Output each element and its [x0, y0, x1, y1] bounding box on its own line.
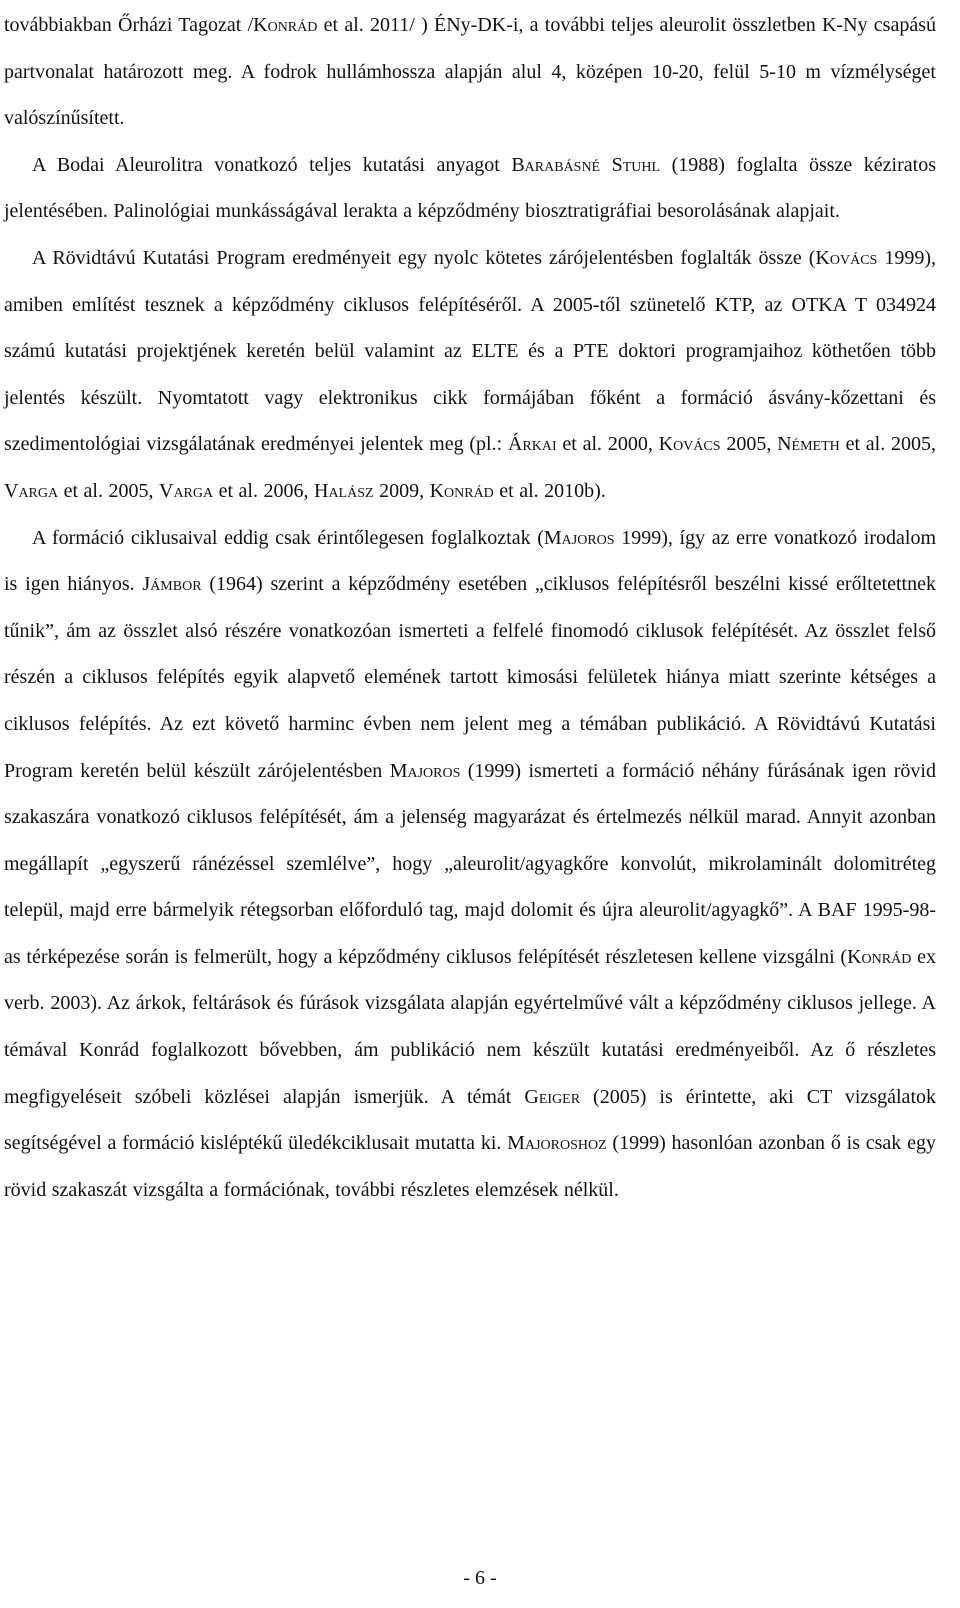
text-run: et al. 2005, — [839, 433, 936, 456]
author-name: Varga — [4, 479, 59, 502]
text-run: et al. 2000, — [556, 433, 659, 456]
paragraph — [4, 235, 936, 515]
text-run: A Rövidtávú Kutatási Program eredményeit egy nyolc kötetes zárójelentésben foglalták össze ( — [32, 246, 816, 269]
author-name: Kovács — [815, 246, 878, 269]
author-name: Barabásné Stuhl — [511, 153, 661, 176]
author-name: Halász — [314, 479, 374, 502]
text-run: (1988) foglalta össze kéziratos jelentésében. Palinológiai munkásságával lerakta a képződmény biosztratigráfiai besorolásának alapjait. — [4, 153, 936, 223]
text-run: et al. 2010b). — [493, 479, 606, 502]
author-name: Majoros — [389, 759, 461, 782]
author-name: Varga — [159, 479, 214, 502]
text-run: et al. 2011/ ) ÉNy-DK-i, a további teljes aleurolit összletben K-Ny csapású partvonalat határozott meg. A fodrok hullámhossza alapján alul 4, középen 10-20, felül 5-10 m vízmélységet valószínűsített. — [4, 14, 936, 130]
paragraph — [4, 515, 936, 1214]
author-name: Németh — [777, 433, 840, 456]
text-run: ex verb. 2003). Az árkok, feltárások és fúrások vizsgálata alapján egyértelművé vált a képződmény ciklusos jellege. A témával Konrád foglalkozott bővebben, ám publikáció nem készült kutatási eredményeiből. Az ő részletes megfigyeléseit szóbeli közlései alapján ismerjük. A témát — [4, 945, 936, 1108]
author-name: Majoros — [543, 526, 615, 549]
text-run: 2009, — [373, 479, 430, 502]
author-name: Konrád — [429, 479, 494, 502]
author-name: Majoroshoz — [507, 1132, 607, 1155]
text-run: 2005, — [720, 433, 778, 456]
author-name: Jámbor — [142, 573, 202, 596]
text-run: (1999) hasonlóan azonban ő is csak egy rövid szakaszát vizsgálta a formációnak, további részletes elemzések nélkül. — [4, 1132, 936, 1201]
author-name: Kovács — [658, 433, 721, 456]
text-run: (2005) is érintette, aki CT vizsgálatok segítségével a formáció kisléptékű üledékciklusait mutatta ki. — [4, 1085, 936, 1155]
paragraph — [4, 142, 936, 235]
paragraph — [4, 2, 936, 142]
text-run: A Bodai Aleurolitra vonatkozó teljes kutatási anyagot — [32, 153, 512, 176]
body-text — [4, 2, 936, 1213]
text-run: (1964) szerint a képződmény esetében „ciklusos felépítésről beszélni kissé erőltetettnek tűnik”, ám az összlet alsó részére vonatkozóan ismerteti a felfelé finomodó ciklusok felépítését. Az összlet felső részén a ciklusos felépítés egyik alapvető elemének tartott kimosási felületek hiánya miatt szerinte kétséges a ciklusos felépítés. Az ezt követő harminc évben nem jelent meg a témában publikáció. A Rövidtávú Kutatási Program keretén belül készült zárójelentésben — [4, 573, 936, 782]
text-run: A formáció ciklusaival eddig csak érintőlegesen foglalkoztak ( — [32, 526, 544, 549]
text-run: et al. 2005, — [58, 479, 159, 502]
author-name: Árkai — [507, 433, 557, 456]
text-run: (1999) ismerteti a formáció néhány fúrásának igen rövid szakaszára vonatkozó ciklusos felépítését, ám a jelenség magyarázat és értelmezés nélkül marad. Annyit azonban megállapít „egyszerű ránézéssel szemlélve”, hogy „aleurolit/agyagkőre konvolút, mikrolaminált dolomitréteg települ, majd erre bármelyik rétegsorban előforduló tag, majd dolomit és újra aleurolit/agyagkő”. A BAF 1995-98-as térképezése során is felmerült, hogy a képződmény ciklusos felépítését részletesen kellene vizsgálni ( — [4, 759, 936, 968]
text-run: et al. 2006, — [213, 479, 314, 502]
text-run: 1999), amiben említést tesznek a képződmény ciklusos felépítéséről. A 2005-től szünetelő KTP, az OTKA T 034924 számú kutatási projektjének keretén belül valamint az ELTE és a PTE doktori programjaihoz köthetően több jelentés készült. Nyomtatott vagy elektronikus cikk formájában főként a formáció ásvány-kőzettani és szedimentológiai vizsgálatának eredményei jelentek meg (pl.: — [4, 246, 936, 456]
text-run: 1999), így az erre vonatkozó irodalom is igen hiányos. — [4, 526, 936, 596]
author-name: Konrád — [847, 945, 912, 968]
page-number: - 6 - — [463, 1567, 497, 1589]
author-name: Geiger — [524, 1085, 581, 1108]
text-run: továbbiakban Őrházi Tagozat / — [4, 14, 254, 36]
author-name: Konrád — [253, 14, 318, 36]
